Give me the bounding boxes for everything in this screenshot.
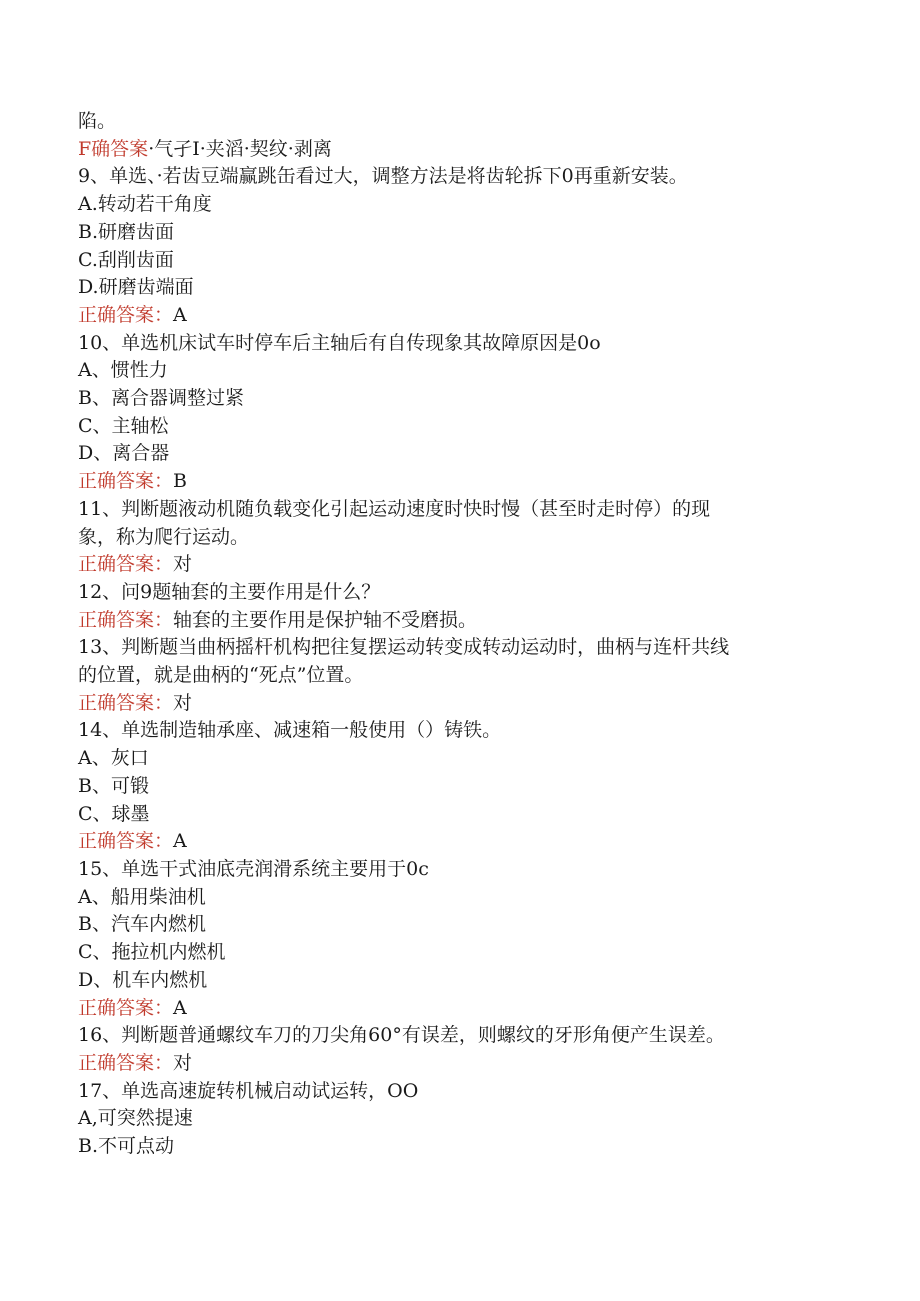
text-line: 的位置，就是曲柄的“死点”位置。 — [78, 664, 364, 687]
answer-value: 对 — [173, 691, 193, 714]
text-line: A、船用柴油机 — [78, 885, 206, 908]
answer-line — [78, 607, 858, 635]
answer-label: 正确答案： — [78, 996, 174, 1019]
text-line: 陷。 — [78, 110, 117, 132]
text-line: B、汽车内燃机 — [78, 913, 206, 936]
text-line: 12、问9题轴套的主要作用是什么？ — [78, 580, 381, 603]
text-line: A,可突然提速 — [78, 1107, 193, 1130]
text-line: A.转动若干角度 — [78, 193, 212, 216]
answer-value: 轴套的主要作用是保护轴不受磨损。 — [173, 608, 478, 631]
answer-label: 正确答案： — [78, 830, 174, 853]
text-line: B.不可点动 — [78, 1135, 175, 1158]
text-line: 15、单选干式油底壳润滑系统主要用于0c — [78, 857, 429, 880]
text-line: 11、判断题液动机随负载变化引起运动速度时快时慢（甚至时走时停）的现 — [78, 497, 711, 520]
answer-value: A — [173, 996, 187, 1019]
text-line: 9、单选、·若齿豆端赢跳缶看过大，调整方法是将齿轮拆下0再重新安装。 — [78, 165, 688, 188]
text-line: 16、判断题普通螺纹车刀的刀尖角60°有误差，则螺纹的牙形角便产生误差。 — [78, 1024, 725, 1047]
text-line: 象，称为爬行运动。 — [78, 525, 250, 548]
answer-label: 正确答案： — [78, 1051, 174, 1074]
text-line: B、离合器调整过紧 — [78, 387, 244, 410]
answer-label: F确答案 — [78, 137, 149, 160]
answer-label: 正确答案： — [78, 608, 174, 631]
answer-label: 正确答案： — [78, 691, 174, 714]
answer-line — [78, 828, 858, 856]
text-line: A、惯性力 — [78, 359, 168, 382]
answer-line — [78, 995, 858, 1023]
answer-line — [78, 468, 858, 496]
text-line: C、主轴松 — [78, 414, 169, 437]
answer-line — [78, 1050, 858, 1078]
answer-value: A — [173, 303, 187, 326]
text-line: 13、判断题当曲柄摇杆机构把往复摆运动转变成转动运动时，曲柄与连杆共线 — [78, 636, 730, 659]
answer-value: 对 — [173, 553, 193, 576]
answer-value: ·气孑I·夹滔·契纹·剥离 — [148, 137, 332, 160]
answer-label: 正确答案： — [78, 470, 174, 493]
answer-line — [78, 302, 858, 330]
answer-label: 正确答案： — [78, 303, 174, 326]
answer-line — [78, 136, 858, 164]
answer-line — [78, 690, 858, 718]
answer-line — [78, 551, 858, 579]
text-line: 10、单选机床试车时停车后主轴后有自传现象其故障原因是0o — [78, 331, 601, 354]
answer-value: A — [173, 830, 187, 853]
text-line: C、球墨 — [78, 802, 150, 825]
document-page — [78, 108, 858, 1161]
text-line: B、可锻 — [78, 774, 149, 797]
answer-value: B — [173, 470, 187, 493]
text-line: C.刮削齿面 — [78, 248, 174, 271]
answer-value: 对 — [173, 1051, 193, 1074]
text-line: D、机车内燃机 — [78, 968, 208, 991]
text-line: D.研磨齿端面 — [78, 276, 194, 299]
answer-label: 正确答案： — [78, 553, 174, 576]
text-line: C、拖拉机内燃机 — [78, 941, 226, 964]
text-line: B.研磨齿面 — [78, 220, 175, 243]
text-line: D、离合器 — [78, 442, 170, 465]
text-line: 17、单选高速旋转机械启动试运转，OO — [78, 1079, 419, 1102]
text-line: 14、单选制造轴承座、减速箱一般使用（）铸铁。 — [78, 719, 502, 742]
text-line: A、灰口 — [78, 747, 149, 770]
